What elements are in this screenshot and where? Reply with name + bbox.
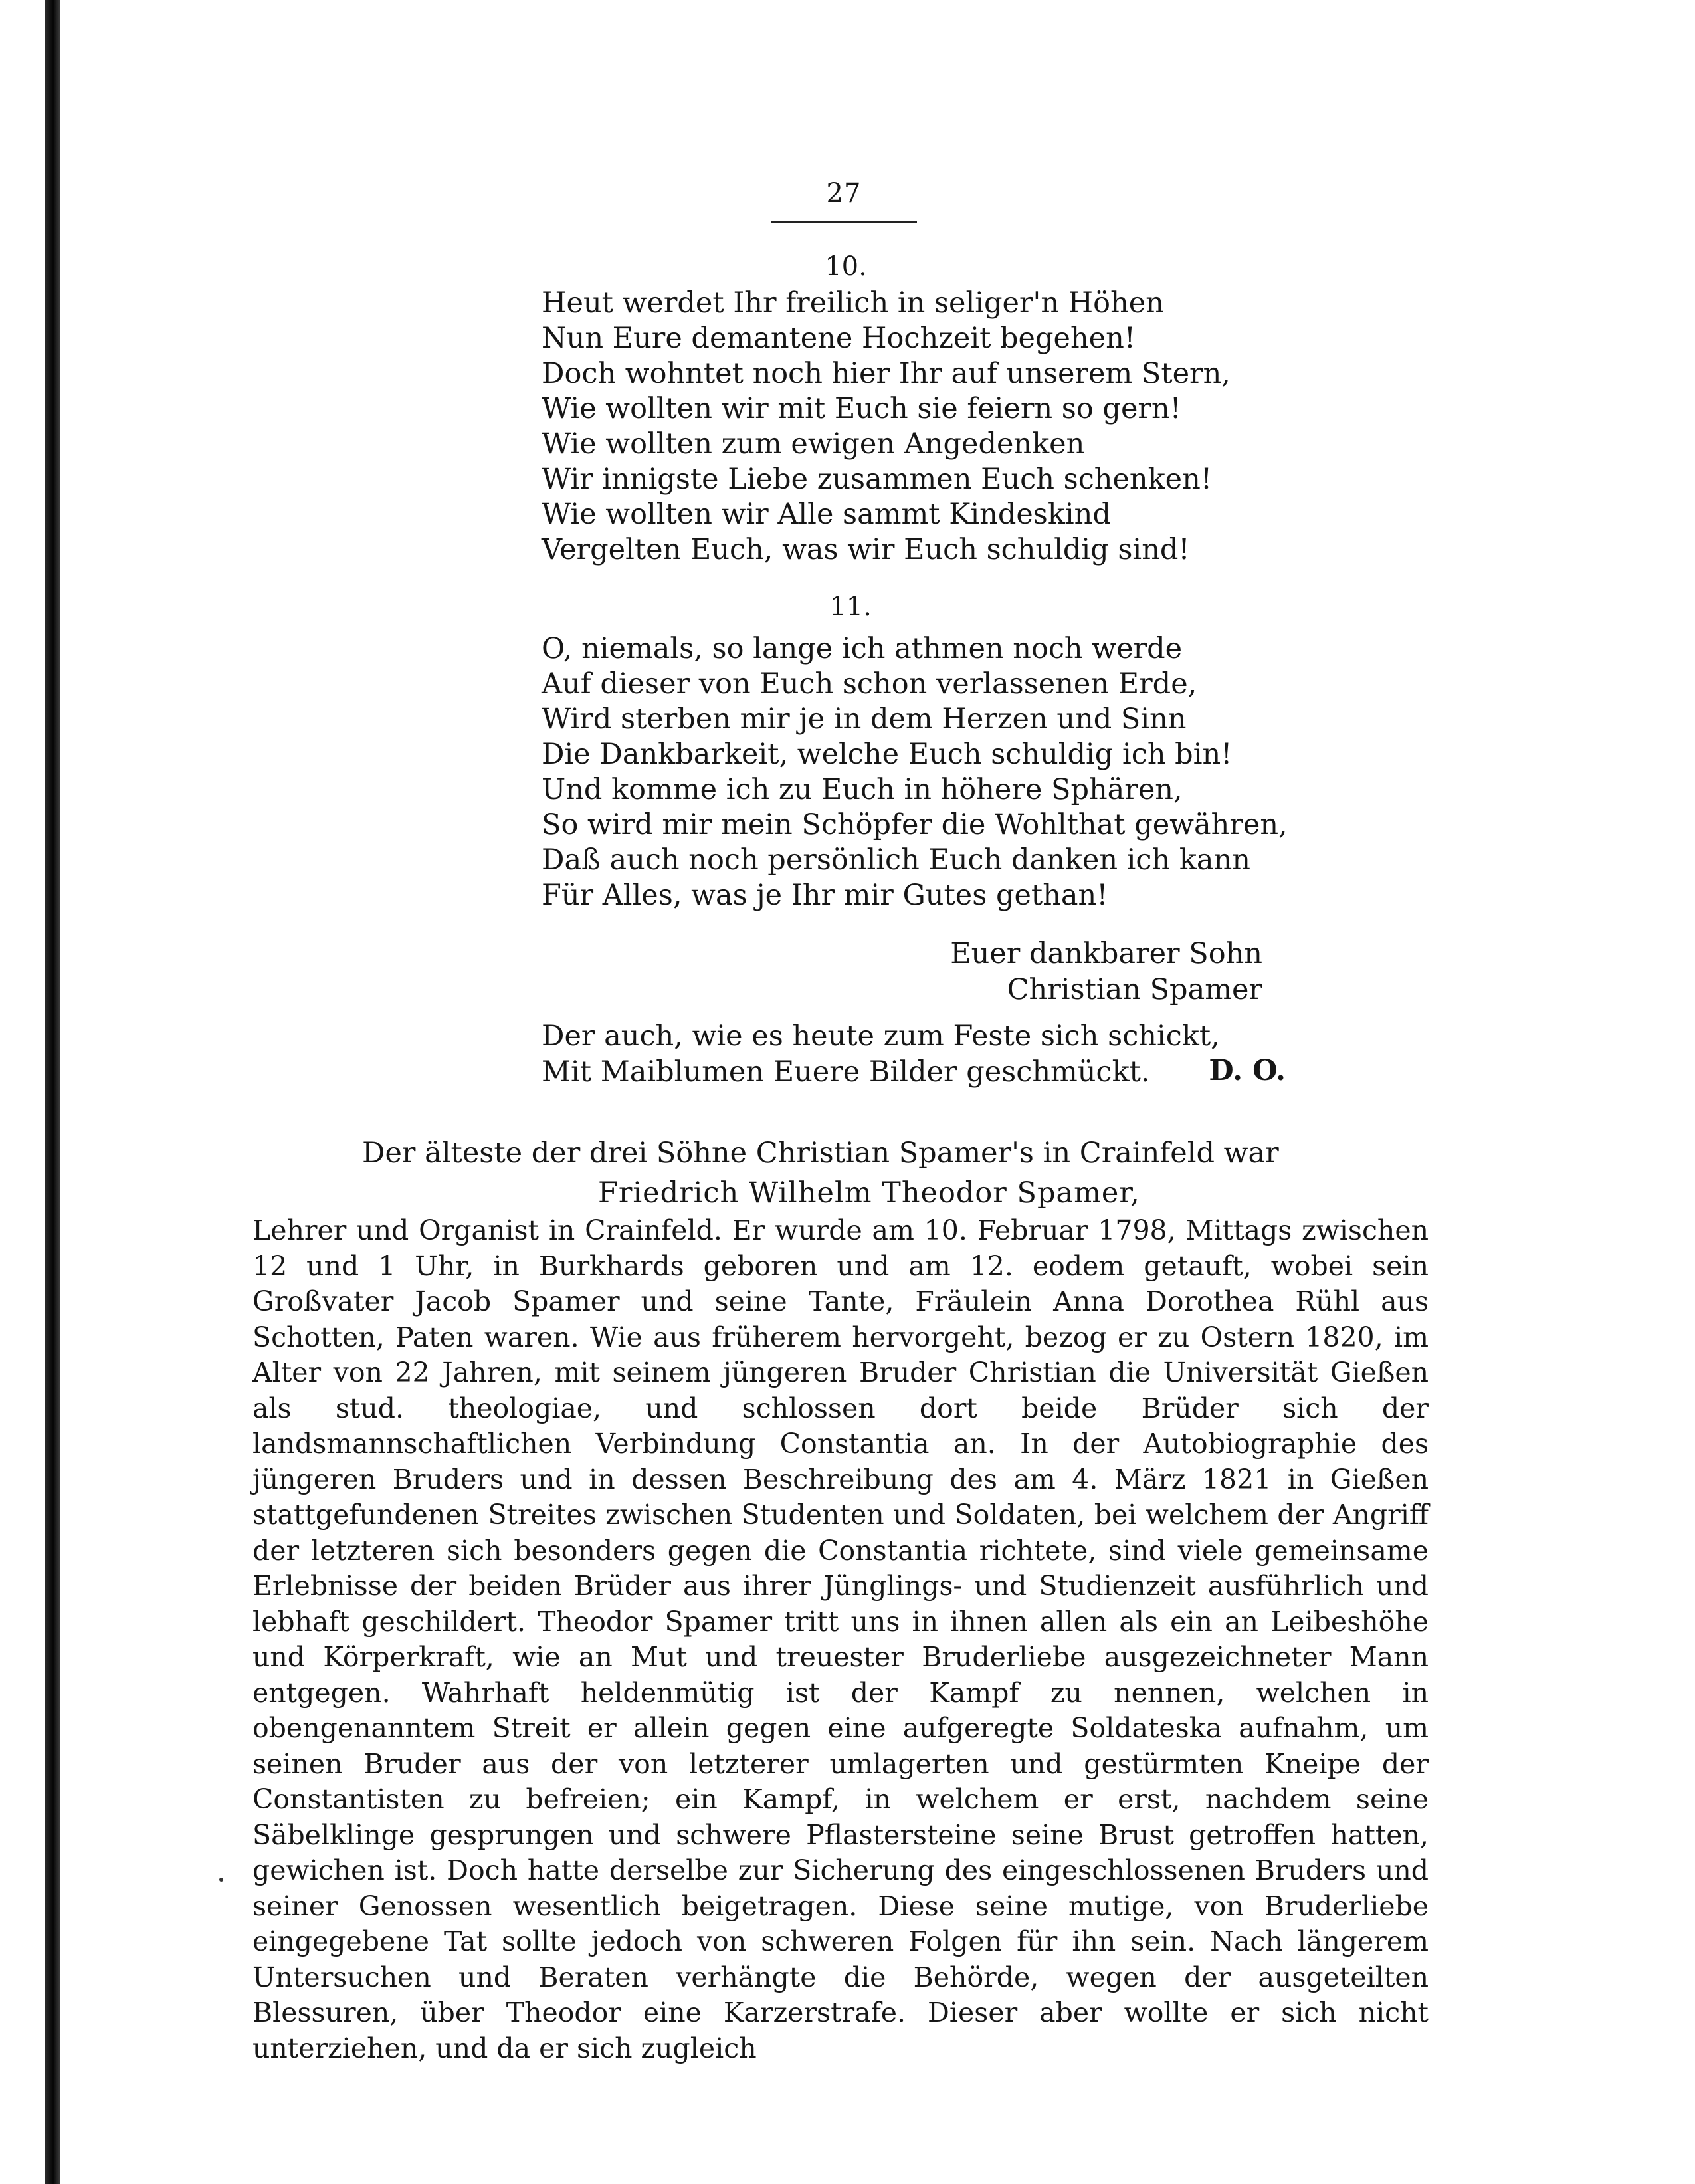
verse-line: Daß auch noch persönlich Euch danken ich kann	[542, 843, 1250, 877]
postscript-line: Der auch, wie es heute zum Feste sich schickt,	[542, 1020, 1220, 1053]
postscript	[542, 1018, 1286, 1090]
verse-line: Nun Eure demantene Hochzeit begehen!	[542, 322, 1136, 355]
verse-line: Wie wollten wir mit Euch sie feiern so gern!	[542, 392, 1181, 425]
verse-line: Auf dieser von Euch schon verlassenen Erde,	[542, 667, 1197, 701]
verse-line: Wie wollten zum ewigen Angedenken	[542, 427, 1085, 461]
verse-line: Wie wollten wir Alle sammt Kindeskind	[542, 498, 1111, 531]
postscript-initials: D. O.	[1209, 1054, 1286, 1087]
verse-line: Und komme ich zu Euch in höhere Sphären,	[542, 773, 1183, 806]
verse-line: Die Dankbarkeit, welche Euch schuldig ich bin!	[542, 738, 1233, 771]
prose-name-heading: Friedrich Wilhelm Theodor Spamer,	[598, 1176, 1140, 1210]
stanza-number-10: 10.	[825, 251, 867, 282]
verse-line: Für Alles, was je Ihr mir Gutes gethan!	[542, 879, 1108, 912]
verse-line: Wird sterben mir je in dem Herzen und Sinn	[542, 703, 1187, 736]
verse-line: Doch wohntet noch hier Ihr auf unserem Stern,	[542, 357, 1231, 390]
binding-edge	[45, 0, 60, 2184]
verse-line: Wir innigste Liebe zusammen Euch schenken!	[542, 463, 1213, 496]
signoff	[864, 936, 1262, 1008]
prose-intro: Der älteste der drei Söhne Christian Spamer's in Crainfeld war	[362, 1137, 1279, 1170]
stanza-11	[542, 631, 1306, 913]
postscript-line: Mit Maiblumen Euere Bilder geschmückt.	[542, 1055, 1150, 1089]
verse-line: Vergelten Euch, was wir Euch schuldig sind!	[542, 533, 1190, 566]
prose-body	[252, 1213, 1429, 2066]
verse-line: O, niemals, so lange ich athmen noch werde	[542, 632, 1183, 665]
page-number: 27	[826, 178, 862, 209]
margin-speck	[219, 1878, 223, 1882]
signoff-name: Christian Spamer	[1007, 973, 1262, 1006]
stanza-10	[542, 286, 1306, 568]
prose-paragraph: Lehrer und Organist in Crainfeld. Er wurde am 10. Februar 1798, Mittags zwischen 12 und 1 Uhr, in Burkhards geboren und am 12. eodem getauft, wobei sein Großvater Jacob Spamer und seine Tante, Fräulein Anna Dorothea Rühl aus Schotten, Paten waren. Wie aus früherem hervorgeht, bezog er zu Ostern 1820, im Alter von 22 Jahren, mit seinem jüngeren Bruder Christian die Universität Gießen als stud. theologiae, und schlossen dort beide Brüder sich der landsmannschaftlichen Verbindung Constantia an. In der Autobiographie des jüngeren Bruders und in dessen Beschreibung des am 4. März 1821 in Gießen stattgefundenen Streites zwischen Studenten und Soldaten, bei welchem der Angriff der letzteren sich besonders gegen die Constantia richtete, sind viele gemeinsame Erlebnisse der beiden Brüder aus ihrer Jünglings- und Studienzeit ausführlich und lebhaft geschildert. Theodor Spamer tritt uns in ihnen allen als ein an Leibeshöhe und Körperkraft, wie an Mut und treuester Bruderliebe ausgezeichneter Mann entgegen. Wahrhaft heldenmütig ist der Kampf zu nennen, welchen in obengenanntem Streit er allein gegen eine aufgeregte Soldateska aufnahm, um seinen Bruder aus der von letzterer umlagerten und gestürmten Kneipe der Constantisten zu befreien; ein Kampf, in welchem er erst, nachdem seine Säbelklinge gesprungen und schwere Pflastersteine seine Brust getroffen hatten, gewichen ist. Doch hatte derselbe zur Sicherung des eingeschlossenen Bruders und seiner Genossen wesentlich beigetragen. Diese seine mutige, von Bruderliebe eingegebene Tat sollte jedoch von schweren Folgen für ihn sein. Nach längerem Untersuchen und Beraten verhängte die Behörde, wegen der ausgeteilten Blessuren, über Theodor eine Karzerstrafe. Dieser aber wollte er sich nicht unterziehen, und da er sich zugleich	[252, 1214, 1429, 2064]
verse-line: So wird mir mein Schöpfer die Wohlthat gewähren,	[542, 808, 1288, 841]
verse-line: Heut werdet Ihr freilich in seliger'n Höhen	[542, 286, 1164, 320]
stanza-number-11: 11.	[829, 592, 872, 622]
signoff-closing: Euer dankbarer Sohn	[950, 937, 1262, 970]
page-number-rule	[771, 221, 917, 223]
